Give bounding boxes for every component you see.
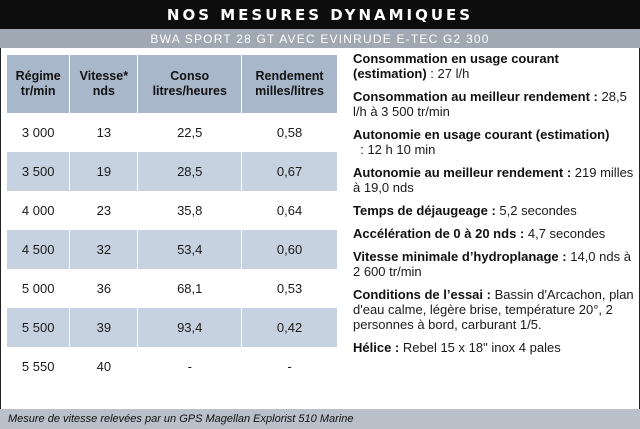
cell-rendement: 0,67 — [242, 152, 337, 191]
header-regime-line1: Régime — [15, 69, 61, 83]
spec-label: Consommation en usage courant (estimation) — [353, 51, 559, 81]
spec-conso-meilleur-rendement — [353, 89, 635, 119]
table-row — [7, 269, 337, 308]
spec-label: Autonomie en usage courant (estimation) — [353, 127, 610, 142]
table-row — [7, 152, 337, 191]
spec-value: Rebel 15 x 18" inox 4 pales — [402, 340, 561, 355]
cell-conso: 28,5 — [138, 152, 242, 191]
spec-temps-dejaugeage — [353, 203, 635, 218]
spec-label: Consommation au meilleur rendement : — [353, 89, 598, 104]
header-conso-line1: Conso — [170, 69, 210, 83]
header-rendement-line1: Rendement — [255, 69, 324, 83]
spec-separator: : — [353, 142, 368, 157]
cell-regime: 3 500 — [7, 152, 70, 191]
table-row — [7, 347, 337, 386]
spec-value: 5,2 secondes — [499, 203, 577, 218]
specs-list — [353, 51, 635, 363]
header-conso — [138, 55, 242, 113]
cell-rendement: 0,58 — [242, 113, 337, 152]
spec-conso-usage-courant — [353, 51, 635, 81]
cell-vitesse: 39 — [70, 308, 138, 347]
cell-regime: 4 000 — [7, 191, 70, 230]
spec-value: 12 h 10 min — [367, 142, 436, 157]
table-header-row — [7, 55, 337, 113]
spec-value: 4,7 secondes — [527, 226, 606, 241]
table-row — [7, 308, 337, 347]
cell-vitesse: 13 — [70, 113, 138, 152]
spec-conditions-essai — [353, 287, 635, 332]
spec-separator: : — [426, 66, 438, 81]
spec-value: 28,5 l/h à 3 500 tr/min — [353, 89, 627, 119]
spec-value: 219 milles à 19,0 nds — [353, 165, 634, 195]
header-regime-line2: tr/min — [20, 84, 56, 98]
cell-vitesse: 19 — [70, 152, 138, 191]
spec-label: Conditions de l’essai : — [353, 287, 491, 302]
spec-autonomie-meilleur-rendement — [353, 165, 635, 195]
header-rendement-line2: milles/litres — [255, 84, 324, 98]
header-vitesse — [70, 55, 138, 113]
table-row — [7, 230, 337, 269]
cell-conso: - — [138, 347, 242, 386]
header-rendement — [242, 55, 337, 113]
spec-label: Autonomie au meilleur rendement : — [353, 165, 572, 180]
spec-label: Accélération de 0 à 20 nds : — [353, 226, 525, 241]
spec-value: Bassin d'Arcachon, plan d'eau calme, légère brise, température 20°, 2 personnes à bord, carburant 1/5. — [353, 287, 634, 332]
page-subtitle: BWA SPORT 28 GT AVEC EVINRUDE E-TEC G2 300 — [0, 29, 640, 48]
cell-regime: 5 500 — [7, 308, 70, 347]
table-row — [7, 113, 337, 152]
spec-vitesse-hydroplanage — [353, 249, 635, 279]
spec-acceleration — [353, 226, 635, 241]
cell-conso: 68,1 — [138, 269, 242, 308]
header-vitesse-line1: Vitesse* — [79, 69, 129, 83]
cell-vitesse: 32 — [70, 230, 138, 269]
spec-helice — [353, 340, 635, 355]
cell-rendement: - — [242, 347, 337, 386]
header-regime — [7, 55, 70, 113]
header-vitesse-line2: nds — [92, 84, 115, 98]
table-row — [7, 191, 337, 230]
cell-regime: 4 500 — [7, 230, 70, 269]
measurements-table-container — [7, 55, 337, 386]
cell-conso: 22,5 — [138, 113, 242, 152]
cell-rendement: 0,53 — [242, 269, 337, 308]
cell-regime: 3 000 — [7, 113, 70, 152]
cell-vitesse: 36 — [70, 269, 138, 308]
cell-regime: 5 550 — [7, 347, 70, 386]
cell-rendement: 0,42 — [242, 308, 337, 347]
spec-label: Temps de déjaugeage : — [353, 203, 496, 218]
cell-rendement: 0,64 — [242, 191, 337, 230]
cell-vitesse: 40 — [70, 347, 138, 386]
cell-rendement: 0,60 — [242, 230, 337, 269]
cell-vitesse: 23 — [70, 191, 138, 230]
cell-conso: 53,4 — [138, 230, 242, 269]
spec-autonomie-usage-courant — [353, 127, 635, 157]
footer-note: Mesure de vitesse relevées par un GPS Magellan Explorist 510 Marine — [0, 409, 640, 429]
header-conso-line2: litres/heures — [152, 84, 227, 98]
spec-label: Hélice : — [353, 340, 400, 355]
spec-label: Vitesse minimale d’hydroplanage : — [353, 249, 567, 264]
page-title: NOS MESURES DYNAMIQUES — [0, 0, 640, 29]
spec-value: 27 l/h — [437, 66, 470, 81]
cell-conso: 93,4 — [138, 308, 242, 347]
cell-conso: 35,8 — [138, 191, 242, 230]
measurements-table — [7, 55, 337, 386]
cell-regime: 5 000 — [7, 269, 70, 308]
spec-value: 14,0 nds à 2 600 tr/min — [353, 249, 631, 279]
